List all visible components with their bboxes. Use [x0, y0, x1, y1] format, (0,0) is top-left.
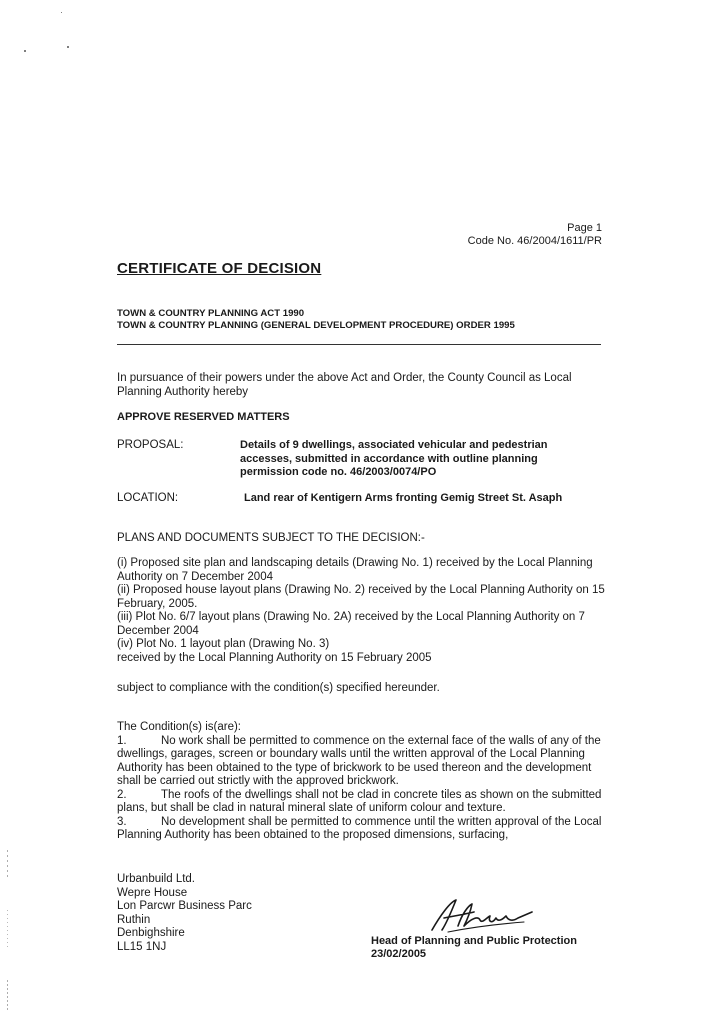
condition-number: 1.: [117, 734, 127, 747]
condition-number: 3.: [117, 815, 127, 828]
address-line: Lon Parcwr Business Parc: [117, 900, 252, 912]
address-line: Urbanbuild Ltd.: [117, 873, 195, 885]
location-text: Land rear of Kentigern Arms fronting Gemig Street St. Asaph: [244, 492, 563, 504]
plan-item: (i) Proposed site plan and landscaping details (Drawing No. 1) received by the Local Planning Authority on 7 December 2004: [117, 557, 593, 583]
condition-text: The roofs of the dwellings shall not be clad in concrete tiles as shown on the submitted plans, but shall be clad in natural mineral slate of uniform colour and texture.: [117, 788, 602, 814]
signatory-title: Head of Planning and Public Protection: [371, 935, 577, 947]
condition-item: [117, 735, 603, 789]
condition-text: No work shall be permitted to commence on the external face of the walls of any of the dwellings, garages, screen or boundary walls until the written approval of the Local Planning Authority has been obtained to the type of brickwork to be used thereon and the development shall be carried out strictly with the approved brickwork.: [117, 734, 601, 787]
signature: [428, 896, 538, 936]
code-number: Code No. 46/2004/1611/PR: [467, 235, 602, 247]
page-header: [468, 222, 602, 248]
address-line: Denbighshire: [117, 927, 185, 939]
condition-number: 2.: [117, 788, 127, 801]
signatory-block: [371, 935, 577, 961]
plan-item: received by the Local Planning Authority on 15 February 2005: [117, 651, 432, 664]
scan-speck: [24, 50, 26, 52]
page-title: CERTIFICATE OF DECISION: [117, 260, 322, 277]
divider: [117, 344, 601, 345]
scan-margin-marks: [6, 850, 9, 1010]
signatory-date: 23/02/2005: [371, 948, 427, 960]
address-line: Ruthin: [117, 913, 151, 926]
act-line: TOWN & COUNTRY PLANNING ACT 1990: [117, 308, 305, 319]
plan-item: (ii) Proposed house layout plans (Drawing No. 2) received by the Local Planning Authority on 15 February, 2005.: [117, 584, 605, 610]
subject-text: subject to compliance with the condition(s) specified hereunder.: [117, 682, 440, 694]
address-line: LL15 1NJ: [117, 940, 167, 953]
conditions-block: [117, 721, 603, 843]
proposal-text: Details of 9 dwellings, associated vehicular and pedestrian accesses, submitted in accordance with outline planning permission code no. 46/2003/0074/PO: [240, 439, 548, 478]
proposal-label: PROPOSAL:: [117, 439, 184, 451]
acts-block: [117, 308, 515, 332]
condition-text: No development shall be permitted to commence until the written approval of the Local Planning Authority has been obtained to the proposed dimensions, surfacing,: [117, 815, 602, 841]
order-line: TOWN & COUNTRY PLANNING (GENERAL DEVELOPMENT PROCEDURE) ORDER 1995: [117, 320, 515, 331]
conditions-heading: The Condition(s) is(are):: [117, 721, 241, 733]
recipient-address: [117, 873, 252, 954]
plan-item: (iii) Plot No. 6/7 layout plans (Drawing No. 2A) received by the Local Planning Authority on 7 December 2004: [117, 611, 585, 637]
plans-list: [117, 557, 607, 665]
intro-paragraph: In pursuance of their powers under the above Act and Order, the County Council as Local Planning Authority hereby: [117, 372, 572, 398]
condition-item: [117, 816, 603, 843]
plans-heading: PLANS AND DOCUMENTS SUBJECT TO THE DECISION:-: [117, 532, 425, 544]
page-number: Page 1: [567, 222, 602, 234]
scan-speck: [67, 46, 69, 48]
plan-item: (iv) Plot No. 1 layout plan (Drawing No. 3): [117, 638, 330, 650]
condition-item: [117, 789, 603, 816]
location-label: LOCATION:: [117, 492, 179, 504]
address-line: Wepre House: [117, 886, 188, 899]
decision-text: APPROVE RESERVED MATTERS: [117, 411, 290, 423]
scan-speck: [61, 12, 62, 13]
